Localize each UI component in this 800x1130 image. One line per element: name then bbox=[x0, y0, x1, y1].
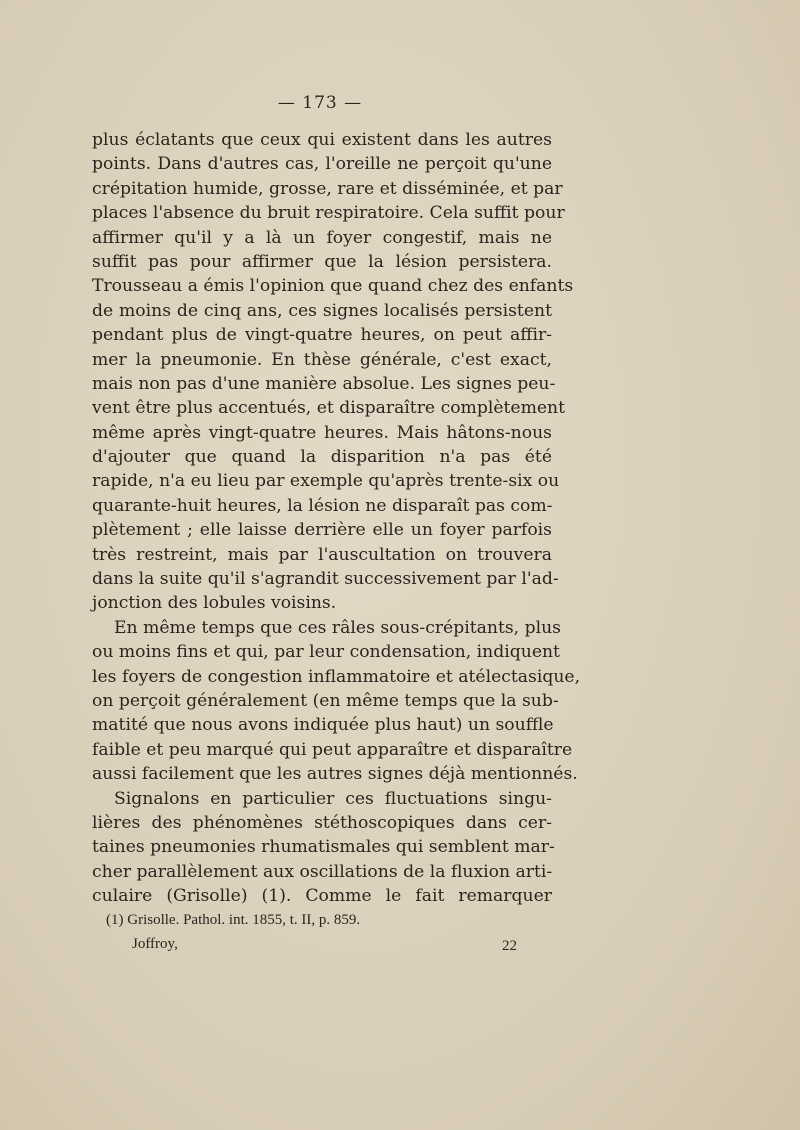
text-line: pendant plus de vingt-quatre heures, on peut affir- bbox=[92, 325, 552, 346]
text-line: mer la pneumonie. En thèse générale, c'est exact, bbox=[92, 349, 552, 370]
text-line: plus éclatants que ceux qui existent dans les autres bbox=[92, 130, 552, 150]
text-line: dans la suite qu'il s'agrandit successivement par l'ad- bbox=[92, 569, 559, 590]
page-number: — 173 — bbox=[277, 93, 363, 113]
text-line: ou moins fins et qui, par leur condensation, indiquent bbox=[92, 642, 560, 663]
text-line: suffit pas pour affirmer que la lésion persistera. bbox=[92, 251, 552, 272]
text-line: mais non pas d'une manière absolue. Les signes peu- bbox=[92, 373, 556, 394]
text-line: rapide, n'a eu lieu par exemple qu'après trente-six ou bbox=[92, 471, 560, 492]
text-line: on perçoit généralement (en même temps que la sub- bbox=[92, 690, 559, 711]
text-line: les foyers de congestion inflammatoire et atélectasique, bbox=[92, 666, 581, 687]
text-line: d'ajouter que quand la disparition n'a pas été bbox=[92, 447, 552, 468]
text-line: taines pneumonies rhumatismales qui semblent mar- bbox=[92, 837, 555, 858]
sheet-number: 22 bbox=[502, 938, 517, 954]
text-line: lières des phénomènes stéthoscopiques dans cer- bbox=[92, 812, 552, 833]
text-line: de moins de cinq ans, ces signes localisés persistent bbox=[92, 300, 552, 321]
text-line: Trousseau a émis l'opinion que quand chez des enfants bbox=[92, 276, 574, 297]
text-line: En même temps que ces râles sous-crépitants, plus bbox=[114, 617, 561, 638]
text-line: points. Dans d'autres cas, l'oreille ne perçoit qu'une bbox=[92, 154, 552, 175]
text-line: aussi facilement que les autres signes déjà mentionnés. bbox=[92, 764, 578, 785]
text-line: crépitation humide, grosse, rare et disséminée, et par bbox=[92, 178, 563, 199]
signature-mark: Joffroy, bbox=[132, 936, 178, 952]
text-line: matité que nous avons indiquée plus haut) un souffle bbox=[92, 715, 554, 736]
text-line: affirmer qu'il y a là un foyer congestif, mais ne bbox=[92, 227, 552, 248]
body-text bbox=[92, 128, 581, 909]
footnote: (1) Grisolle. Pathol. int. 1855, t. II, p. 859. bbox=[106, 912, 361, 928]
text-line: jonction des lobules voisins. bbox=[92, 593, 337, 614]
text-line: plètement ; elle laisse derrière elle un foyer parfois bbox=[92, 520, 552, 541]
text-line: même après vingt-quatre heures. Mais hâtons-nous bbox=[92, 422, 552, 443]
text-line: places l'absence du bruit respiratoire. Cela suffit pour bbox=[92, 203, 565, 224]
text-line: faible et peu marqué qui peut apparaître et disparaître bbox=[92, 739, 573, 760]
text-line: Signalons en particulier ces fluctuations singu- bbox=[114, 788, 552, 809]
text-line: culaire (Grisolle) (1). Comme le fait remarquer bbox=[92, 886, 552, 907]
text-line: cher parallèlement aux oscillations de la fluxion arti- bbox=[92, 861, 553, 882]
text-line: très restreint, mais par l'auscultation on trouvera bbox=[92, 544, 552, 565]
text-line: vent être plus accentués, et disparaître complètement bbox=[92, 398, 566, 419]
text-line: quarante-huit heures, la lésion ne disparaît pas com- bbox=[92, 495, 553, 516]
